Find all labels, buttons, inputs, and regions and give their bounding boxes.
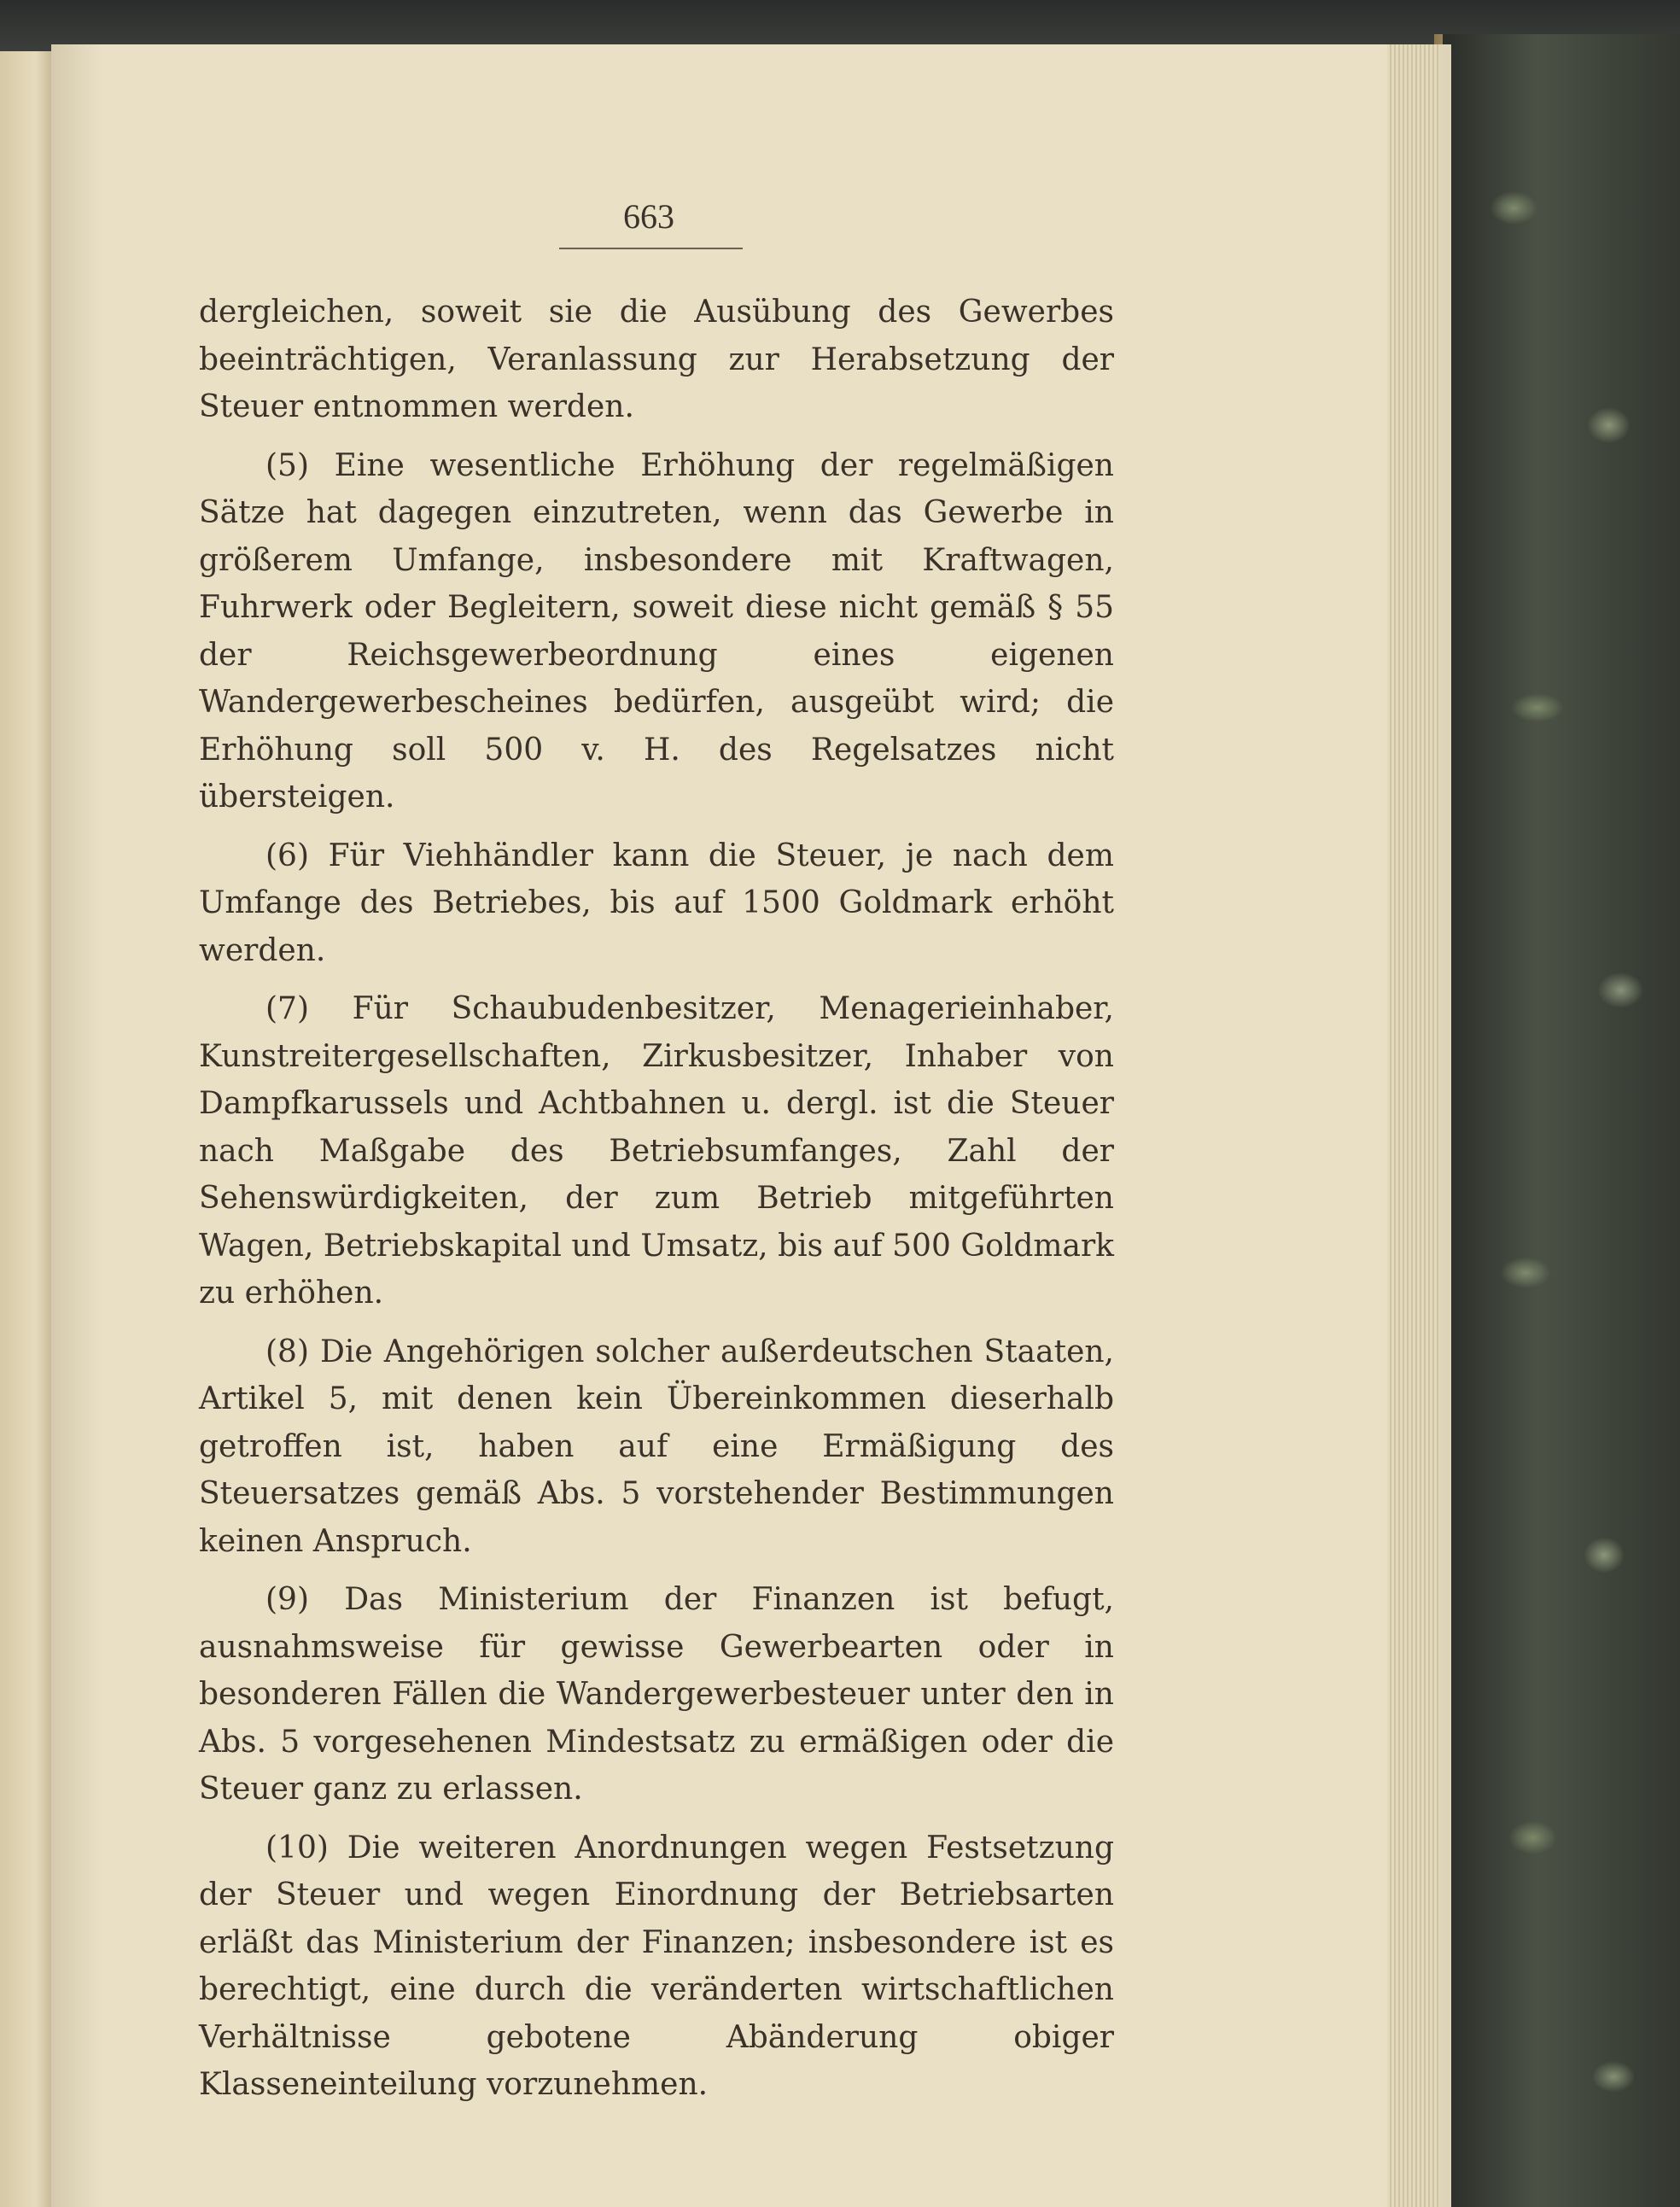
- paragraph-7: (7) Für Schaubudenbesitzer, Menagerieinhaber, Kunstreitergesellschaften, Zirkusbesitzer, Inhaber von Dampfkarussels und Achtbahnen u. dergl. ist die Steuer nach Maßgabe des Betriebsumfanges, Zahl der Sehenswürdigkeiten, der zum Betrieb mitgeführten Wagen, Betriebskapital und Umsatz, bis auf 500 Goldmark zu erhöhen.: [199, 991, 1114, 1311]
- page-stack-edges: [1387, 44, 1438, 2207]
- paragraph-8: (8) Die Angehörigen solcher außerdeutschen Staaten, Artikel 5, mit denen kein Übereinkommen dieserhalb getroffen ist, haben auf eine Ermäßigung des Steuersatzes gemäß Abs. 5 vorstehender Bestimmungen keinen Anspruch.: [199, 1334, 1114, 1559]
- marbled-cover-board: [1443, 34, 1680, 2207]
- body-text: [199, 289, 1114, 2120]
- paragraph-continuation: dergleichen, soweit sie die Ausübung des Gewerbes beeinträchtigen, Veranlassung zur Herabsetzung der Steuer entnommen werden.: [199, 295, 1114, 424]
- page-number: 663: [623, 197, 674, 236]
- paragraph-6: (6) Für Viehhändler kann die Steuer, je nach dem Umfange des Betriebes, bis auf 1500 Goldmark erhöht werden.: [199, 838, 1114, 968]
- header-rule: [559, 248, 743, 249]
- paragraph-9: (9) Das Ministerium der Finanzen ist befugt, ausnahmsweise für gewisse Gewerbearten oder in besonderen Fällen die Wandergewerbesteuer unter den in Abs. 5 vorgesehenen Mindestsatz zu ermäßigen oder die Steuer ganz zu erlassen.: [199, 1582, 1114, 1807]
- paragraph-5: (5) Eine wesentliche Erhöhung der regelmäßigen Sätze hat dagegen einzutreten, wenn das Gewerbe in größerem Umfange, insbesondere mit Kraftwagen, Fuhrwerk oder Begleitern, soweit diese nicht gemäß § 55 der Reichsgewerbeordnung eines eigenen Wandergewerbescheines bedürfen, ausgeübt wird; die Erhöhung soll 500 v. H. des Regelsatzes nicht übersteigen.: [199, 447, 1114, 814]
- paragraph-10: (10) Die weiteren Anordnungen wegen Festsetzung der Steuer und wegen Einordnung der Betriebsarten erläßt das Ministerium der Finanzen; insbesondere ist es berechtigt, eine durch die veränderten wirtschaftlichen Verhältnisse gebotene Abänderung obiger Klasseneinteilung vorzunehmen.: [199, 1830, 1114, 2102]
